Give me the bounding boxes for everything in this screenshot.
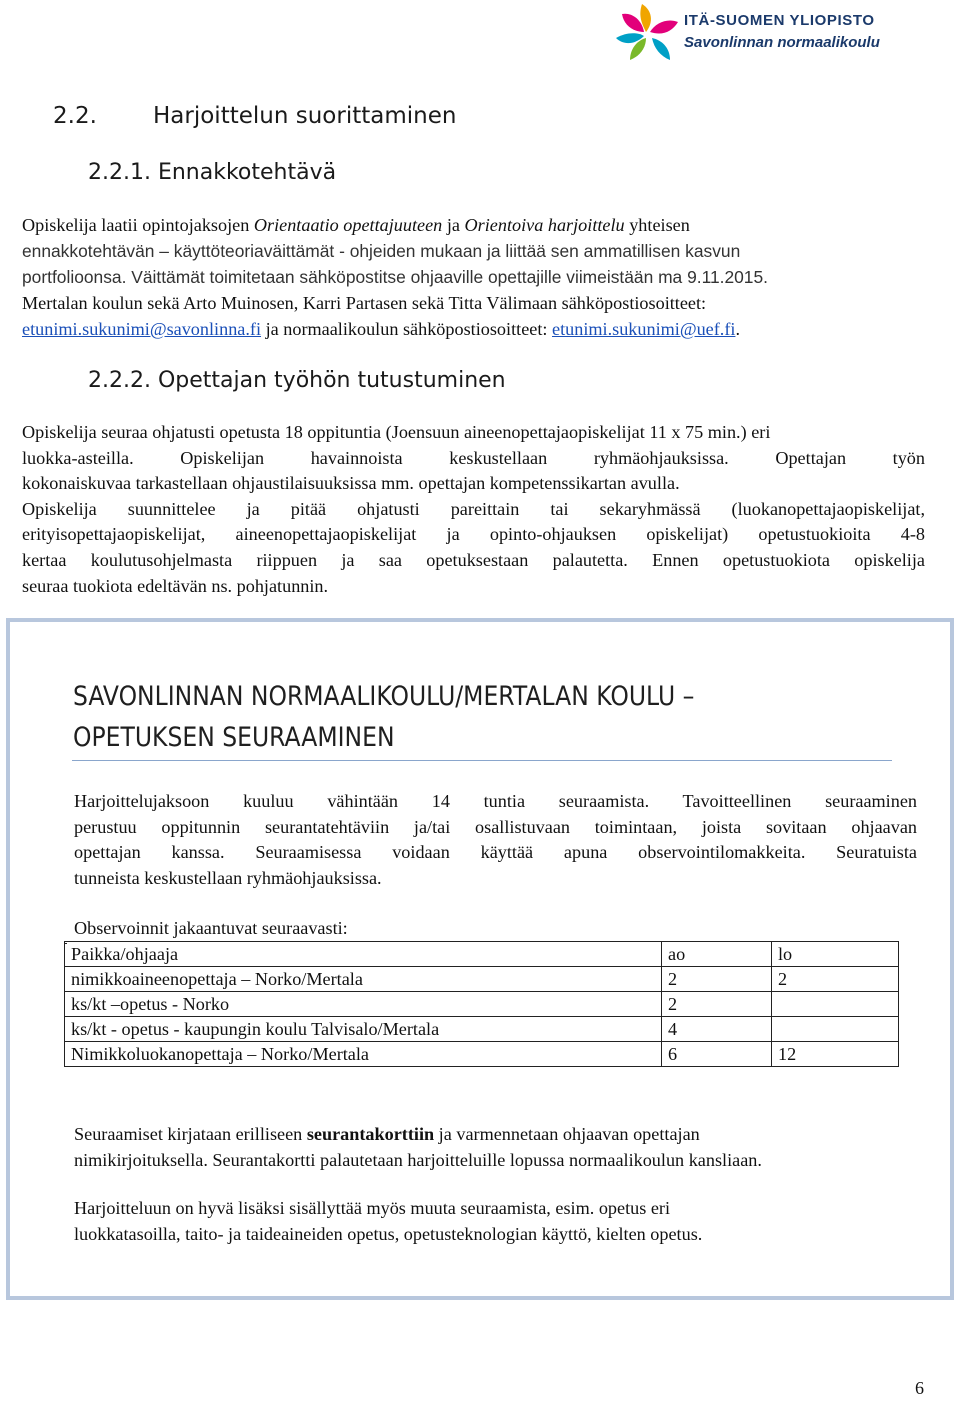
paragraph-line: Opiskelija seuraa ohjatusti opetusta 18 oppituntia (Joensuun aineenopettajaopiskelijat 11 x 75 min.) eri — [22, 422, 771, 442]
title-underline — [72, 760, 892, 761]
table-cell: 6 — [662, 1042, 772, 1067]
table-cell: 2 — [662, 967, 772, 992]
table-cell: nimikkoaineenopettaja – Norko/Mertala — [65, 967, 662, 992]
subsection-heading-2221: 2.2.1. Ennakkotehtävä — [88, 160, 337, 185]
paragraph-line: opettajan kanssa. Seuraamisessa voidaan käyttää apuna observointilomakkeita. Seuratuista — [74, 842, 917, 863]
table-cell: lo — [772, 942, 899, 967]
paragraph-line: erityisopettajaopiskelijat, aineenopettajaopiskelijat ja opinto-ohjauksen opiskelijat) opetustuokioita 4-8 — [22, 524, 925, 545]
paragraph-line: nimikirjoituksella. Seurantakortti palautetaan harjoitteluille lopussa normaalikoulun kansliaan. — [74, 1150, 762, 1170]
table-cell: 12 — [772, 1042, 899, 1067]
table-cell: 4 — [662, 1017, 772, 1042]
paragraph-line: seuraa tuokiota edeltävän ns. pohjatunnin. — [22, 575, 329, 596]
table-row — [65, 992, 899, 1017]
subsection-heading-2222: 2.2.2. Opettajan työhön tutustuminen — [88, 368, 506, 393]
table-cell: Paikka/ohjaaja — [65, 942, 662, 967]
course-name: Orientaatio opettajuuteen — [253, 215, 443, 235]
logo-university-name: ITÄ-SUOMEN YLIOPISTO — [684, 12, 875, 29]
page-number: 6 — [915, 1378, 924, 1398]
table-cell — [772, 992, 899, 1017]
paragraph-line: luokka-asteilla. Opiskelijan havainnoista keskustellaan ryhmäohjauksissa. Opettajan työn — [22, 447, 925, 468]
course-name: Orientoiva harjoittelu — [464, 215, 625, 235]
paragraph-line: Opiskelija laatii opintojaksojen Orientaatio opettajuuteen ja Orientoiva harjoittelu yhteisen — [22, 215, 690, 235]
paragraph-line: perustuu oppitunnin seurantatehtäviin ja/tai osallistuvaan toimintaan, joista sovitaan ohjaavan — [74, 816, 917, 837]
box-intro-paragraph — [74, 789, 917, 891]
paragraph-line: etunimi.sukunimi@savonlinna.fi ja normaalikoulun sähköpostiosoitteet: etunimi.sukunimi@uef.fi. — [22, 319, 740, 339]
email-link-savonlinna[interactable]: etunimi.sukunimi@savonlinna.fi — [22, 319, 262, 339]
logo-mark-icon — [616, 4, 678, 60]
table-cell: 2 — [662, 992, 772, 1017]
email-link-uef[interactable]: etunimi.sukunimi@uef.fi — [552, 319, 736, 339]
paragraph — [22, 420, 925, 599]
paragraph-line: Seuraamiset kirjataan erilliseen seurantakorttiin ja varmennetaan ohjaavan opettajan — [74, 1124, 700, 1144]
box-title: SAVONLINNAN NORMAALIKOULU/MERTALAN KOULU – OPETUKSEN SEURAAMINEN — [73, 681, 695, 753]
paragraph-line: Mertalan koulun sekä Arto Muinosen, Karri Partasen sekä Titta Välimaan sähköpostiosoitteet: — [22, 293, 707, 313]
paragraph-line: kertaa koulutusohjelmasta riippuen ja saa opetuksestaan palautetta. Ennen opetustuokiota opiskelija — [22, 549, 925, 570]
table-cell: ao — [662, 942, 772, 967]
paragraph-line: Harjoitteluun on hyvä lisäksi sisällyttää myös muuta seuraamista, esim. opetus eri — [74, 1198, 671, 1218]
emphasis: seurantakorttiin — [306, 1124, 435, 1144]
table-row — [65, 1042, 899, 1067]
paragraph-line: tunneista keskustellaan ryhmäohjauksissa. — [74, 867, 382, 888]
table-cell — [772, 1017, 899, 1042]
paragraph-line: Opiskelija suunnittelee ja pitää ohjatusti pareittain tai sekaryhmässä (luokanopettajaopiskelijat, — [22, 498, 925, 519]
section-title: Harjoittelun suorittaminen — [153, 103, 457, 129]
observations-heading: Observoinnit jakaantuvat seuraavasti: — [74, 918, 348, 938]
table-cell: 2 — [772, 967, 899, 992]
paragraph-line: luokkatasoilla, taito- ja taideaineiden opetus, opetusteknologian käyttö, kielten opetus. — [74, 1224, 703, 1244]
paragraph-line: kokonaiskuvaa tarkastellaan ohjaustilaisuuksissa mm. opettajan kompetenssikartan avulla. — [22, 473, 680, 494]
section-number: 2.2. — [53, 103, 97, 129]
logo-school-name: Savonlinnan normaalikoulu — [684, 34, 880, 51]
paragraph-line: ennakkotehtävän – käyttöteoriaväittämät - ohjeiden mukaan ja liittää sen ammatillisen kasvun — [22, 241, 741, 261]
observations-table — [64, 941, 899, 1067]
paragraph-line: portfolioonsa. Väittämät toimitetaan sähköpostitse ohjaaville opettajille viimeistään ma 9.11.2015. — [22, 267, 768, 287]
table-cell: ks/kt - opetus - kaupungin koulu Talvisalo/Mertala — [65, 1017, 662, 1042]
table-row — [65, 942, 899, 967]
table-cell: Nimikkoluokanopettaja – Norko/Mertala — [65, 1042, 662, 1067]
paragraph-line: Harjoittelujaksoon kuuluu vähintään 14 tuntia seuraamista. Tavoitteellinen seuraaminen — [74, 791, 917, 811]
table-row — [65, 1017, 899, 1042]
table-cell: ks/kt –opetus - Norko — [65, 992, 662, 1017]
table-row — [65, 967, 899, 992]
